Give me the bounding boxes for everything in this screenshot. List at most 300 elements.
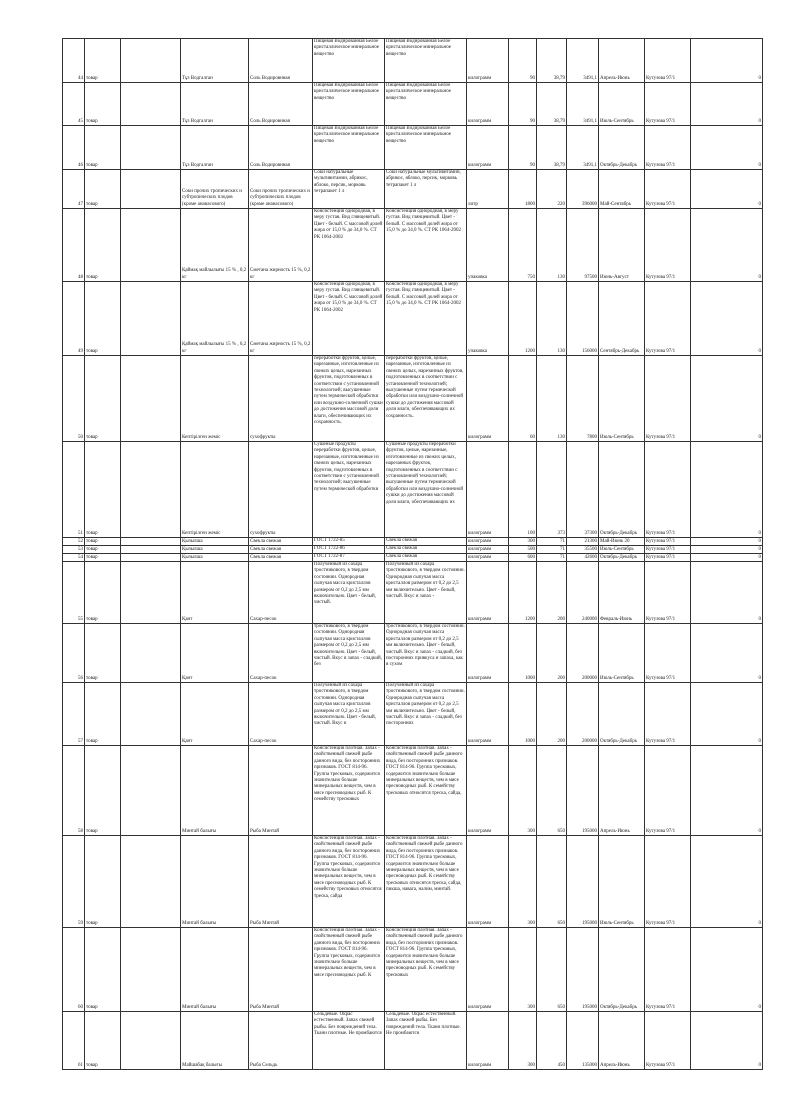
name-ru-cell <box>249 538 313 546</box>
description-ru-cell <box>385 442 467 538</box>
delivery-address-cell <box>645 442 691 538</box>
delivery-address-text: Кутузова 97/1 <box>646 554 676 560</box>
spacer-cell-cell <box>121 624 181 683</box>
description-kz-text: Консистенция однородная, в меру густая. Вид глянцевитый. Цвет - белый. С массовой долей жира от 15,0 % до 34,0 %. СТ РК 1064-2002 <box>314 282 383 313</box>
price-text: 71 <box>560 554 565 560</box>
delivery-address-cell <box>645 126 691 170</box>
description-ru-cell <box>385 83 467 126</box>
unit-text: килограмм <box>468 530 492 536</box>
row-number-text: 50 <box>78 434 83 440</box>
row-number-cell <box>63 836 85 928</box>
delivery-address-text: Кутузова 97/1 <box>646 162 676 168</box>
spacer-cell-cell <box>121 126 181 170</box>
spacer-cell-cell <box>121 356 181 442</box>
price-cell <box>537 624 567 683</box>
name-ru-text: Свекла свежая <box>250 546 282 552</box>
name-kz-cell <box>181 1012 249 1070</box>
unit-text: килограмм <box>468 118 492 124</box>
table-row <box>63 624 763 683</box>
row-type-cell <box>85 554 121 562</box>
price-text: 373 <box>557 530 565 536</box>
description-ru-text: переработки фруктов, целые, нарезанные, изготовленные из свежих целых, нарезанных фруктов, подготовленных в соответствии с установленной технологией; высушенные путем термической обработки или воздушно-солнечной сушки до достижения массовой доли влаги, обеспечивающих их сохранность. <box>386 356 464 419</box>
price-cell <box>537 683 567 746</box>
name-ru-text: Соль Водировнная <box>250 162 290 168</box>
quantity-text: 90 <box>530 118 535 124</box>
name-ru-text: Сахар-песок <box>250 675 277 681</box>
name-ru-text: сухофрукты <box>250 434 276 440</box>
flag-text: 0 <box>758 162 761 168</box>
row-type-text: товар <box>86 616 98 622</box>
table-row <box>63 683 763 746</box>
description-ru-cell <box>385 126 467 170</box>
sum-cell <box>567 746 599 836</box>
row-type-text: товар <box>86 920 98 926</box>
period-text: Октябрь-Декабрь <box>600 530 637 536</box>
price-cell <box>537 282 567 356</box>
row-type-text: товар <box>86 675 98 681</box>
name-ru-cell <box>249 554 313 562</box>
unit-cell <box>467 83 509 126</box>
sum-cell <box>567 356 599 442</box>
table-row <box>63 442 763 538</box>
name-ru-cell <box>249 624 313 683</box>
period-text: Февраль-Июнь <box>600 616 633 622</box>
price-text: 71 <box>560 538 565 544</box>
name-kz-text: Минтай балығы <box>182 1004 217 1010</box>
row-type-cell <box>85 282 121 356</box>
period-text: Октябрь-Декабрь <box>600 738 637 744</box>
sum-cell <box>567 546 599 554</box>
delivery-address-text: Кутузова 97/1 <box>646 348 676 354</box>
description-kz-cell <box>313 538 385 546</box>
name-kz-text: Қызылша <box>182 546 203 552</box>
flag-cell <box>691 83 763 126</box>
description-ru-text: Консистенция плотная. Запах - свойственный свежей рыбе данного вида, без посторонних признаков. ГОСТ 814-96. Группа тресковых, содержится значительно больше минеральных веществ, чем в мясе пресноводных рыб. К семейству тресковых относятся треска, сайда, <box>386 746 463 796</box>
row-number-text: 52 <box>78 538 83 544</box>
row-number-text: 58 <box>78 828 83 834</box>
sum-text: 21300 <box>584 538 597 544</box>
description-kz-cell <box>313 356 385 442</box>
period-cell <box>599 1012 645 1070</box>
delivery-address-text: Кутузова 97/1 <box>646 201 676 207</box>
sum-cell <box>567 562 599 624</box>
description-ru-text: Пищевая Водированная Белое кристаллическое минеральное вещество <box>386 39 452 57</box>
name-ru-cell <box>249 546 313 554</box>
quantity-cell <box>509 39 537 83</box>
quantity-text: 300 <box>527 538 535 544</box>
name-kz-cell <box>181 209 249 282</box>
flag-text: 0 <box>758 675 761 681</box>
unit-text: литр <box>468 201 478 207</box>
period-cell <box>599 836 645 928</box>
description-kz-cell <box>313 39 385 83</box>
quantity-cell <box>509 282 537 356</box>
description-kz-cell <box>313 624 385 683</box>
period-text: Май-Июнь 20 <box>600 538 630 544</box>
row-type-text: товар <box>86 75 98 81</box>
quantity-text: 300 <box>527 828 535 834</box>
sum-cell <box>567 209 599 282</box>
row-number-text: 44 <box>78 75 83 81</box>
flag-cell <box>691 39 763 83</box>
table-row <box>63 356 763 442</box>
description-ru-text: Пищевая Водированная Белое кристаллическое минеральное вещество <box>386 83 452 101</box>
quantity-cell <box>509 624 537 683</box>
name-kz-text: Қызылша <box>182 554 203 560</box>
name-ru-cell <box>249 442 313 538</box>
name-kz-text: Тұз Водгалган <box>182 118 213 124</box>
sum-cell <box>567 170 599 209</box>
sum-text: 35500 <box>584 546 597 552</box>
flag-cell <box>691 442 763 538</box>
period-cell <box>599 356 645 442</box>
unit-cell <box>467 209 509 282</box>
sum-text: 7800 <box>587 434 597 440</box>
name-ru-cell <box>249 209 313 282</box>
delivery-address-cell <box>645 746 691 836</box>
flag-text: 0 <box>758 201 761 207</box>
row-number-text: 47 <box>78 201 83 207</box>
row-type-cell <box>85 546 121 554</box>
row-number-text: 56 <box>78 675 83 681</box>
description-kz-cell <box>313 83 385 126</box>
row-type-cell <box>85 442 121 538</box>
name-ru-text: сухофрукты <box>250 530 276 536</box>
table-row <box>63 83 763 126</box>
name-ru-text: Свекла свежая <box>250 554 282 560</box>
description-kz-cell <box>313 546 385 554</box>
row-number-text: 61 <box>78 1062 83 1068</box>
row-type-text: товар <box>86 348 98 354</box>
table-row <box>63 126 763 170</box>
row-number-cell <box>63 538 85 546</box>
name-ru-cell <box>249 1012 313 1070</box>
name-ru-cell <box>249 356 313 442</box>
name-kz-cell <box>181 928 249 1012</box>
price-cell <box>537 554 567 562</box>
quantity-cell <box>509 928 537 1012</box>
sum-cell <box>567 538 599 546</box>
unit-text: килограмм <box>468 920 492 926</box>
flag-cell <box>691 562 763 624</box>
name-kz-cell <box>181 836 249 928</box>
table-row <box>63 39 763 83</box>
price-cell <box>537 746 567 836</box>
price-text: 38,79 <box>553 118 565 124</box>
description-kz-cell <box>313 126 385 170</box>
price-text: 650 <box>557 920 565 926</box>
description-kz-cell <box>313 282 385 356</box>
unit-text: упаковка <box>468 348 488 354</box>
sum-cell <box>567 126 599 170</box>
unit-cell <box>467 170 509 209</box>
name-ru-cell <box>249 836 313 928</box>
description-kz-text: Консистенция плотная. Запах - свойственный свежей рыбе данного вида, без посторонних признаков. ГОСТ 814-96. Группа тресковых, содержится значительно больше минеральных веществ, чем в мясе пресноводных рыб. К <box>314 928 381 978</box>
period-text: Октябрь-Декабрь <box>600 554 637 560</box>
row-type-cell <box>85 209 121 282</box>
row-number-cell <box>63 442 85 538</box>
name-kz-cell <box>181 282 249 356</box>
name-kz-cell <box>181 442 249 538</box>
description-ru-cell <box>385 562 467 624</box>
sum-text: 135000 <box>582 1062 597 1068</box>
name-ru-cell <box>249 170 313 209</box>
description-kz-text: Пищевая Водированная Белое кристаллическое минеральное вещество <box>314 126 380 144</box>
period-cell <box>599 746 645 836</box>
spacer-cell-cell <box>121 209 181 282</box>
unit-text: килограмм <box>468 75 492 81</box>
sum-text: 3491,1 <box>583 118 597 124</box>
price-text: 200 <box>557 675 565 681</box>
unit-cell <box>467 624 509 683</box>
table-row <box>63 170 763 209</box>
quantity-cell <box>509 683 537 746</box>
row-number-text: 54 <box>78 554 83 560</box>
description-kz-text: тростникового, в твердом состоянии. Однородная сыпучая масса кристаллов размером от 0,2 до 2,5 мм включительно. Цвет - белый, чистый. Вкус и запах - сладкий, без <box>314 624 382 668</box>
spacer-cell-cell <box>121 442 181 538</box>
unit-text: килограмм <box>468 546 492 552</box>
price-cell <box>537 126 567 170</box>
description-ru-cell <box>385 1012 467 1070</box>
sum-text: 97500 <box>584 274 597 280</box>
name-ru-cell <box>249 282 313 356</box>
flag-cell <box>691 554 763 562</box>
sum-cell <box>567 442 599 538</box>
sum-cell <box>567 1012 599 1070</box>
table-row <box>63 746 763 836</box>
unit-text: килограмм <box>468 434 492 440</box>
price-text: 650 <box>557 828 565 834</box>
sum-cell <box>567 554 599 562</box>
row-type-text: товар <box>86 118 98 124</box>
quantity-text: 1200 <box>525 616 535 622</box>
spacer-cell-cell <box>121 282 181 356</box>
row-number-text: 57 <box>78 738 83 744</box>
row-number-text: 60 <box>78 1004 83 1010</box>
sum-text: 396000 <box>582 201 597 207</box>
quantity-cell <box>509 538 537 546</box>
name-ru-text: Свекла свежая <box>250 538 282 544</box>
description-ru-cell <box>385 282 467 356</box>
description-kz-text: ГОСТ 1722-86 <box>314 546 345 551</box>
unit-text: килограмм <box>468 1062 492 1068</box>
period-text: Июль-Сентябрь <box>600 546 634 552</box>
unit-cell <box>467 356 509 442</box>
description-kz-cell <box>313 836 385 928</box>
description-ru-text: Свекла свежая <box>386 546 418 551</box>
quantity-text: 90 <box>530 75 535 81</box>
sum-cell <box>567 928 599 1012</box>
flag-cell <box>691 624 763 683</box>
unit-text: килограмм <box>468 738 492 744</box>
row-number-text: 51 <box>78 530 83 536</box>
delivery-address-cell <box>645 928 691 1012</box>
price-cell <box>537 546 567 554</box>
flag-text: 0 <box>758 538 761 544</box>
period-cell <box>599 928 645 1012</box>
delivery-address-cell <box>645 170 691 209</box>
name-kz-cell <box>181 356 249 442</box>
period-cell <box>599 538 645 546</box>
delivery-address-text: Кутузова 97/1 <box>646 738 676 744</box>
row-type-cell <box>85 39 121 83</box>
price-text: 130 <box>557 274 565 280</box>
sum-text: 200000 <box>582 675 597 681</box>
spacer-cell-cell <box>121 546 181 554</box>
description-kz-text: Консистенция плотная. Запах - свойственный свежей рыбе данного вида, без посторонних признаков. ГОСТ 814-96. Группа тресковых, содержится значительно больше минеральных веществ, чем в мясе пресноводных рыб. К семейству тресковых <box>314 746 381 803</box>
description-kz-text: Полученный из сахара тростникового, в твердом состоянии. Однородная сыпучая масса кристаллов размером от 0,2 до 2,5 мм включительно. Цвет - белый, чистый. <box>314 562 376 606</box>
description-ru-cell <box>385 546 467 554</box>
description-ru-cell <box>385 624 467 683</box>
description-ru-cell <box>385 170 467 209</box>
description-ru-cell <box>385 928 467 1012</box>
row-number-cell <box>63 209 85 282</box>
sum-text: 195000 <box>582 1004 597 1010</box>
name-kz-text: Қызылша <box>182 538 203 544</box>
row-number-cell <box>63 356 85 442</box>
name-ru-text: Рыба Сельдь <box>250 1062 278 1068</box>
name-kz-cell <box>181 546 249 554</box>
delivery-address-cell <box>645 554 691 562</box>
period-cell <box>599 209 645 282</box>
row-type-cell <box>85 538 121 546</box>
period-cell <box>599 170 645 209</box>
procurement-table <box>62 38 763 1070</box>
description-ru-cell <box>385 683 467 746</box>
quantity-cell <box>509 83 537 126</box>
price-cell <box>537 928 567 1012</box>
sum-text: 240000 <box>582 616 597 622</box>
row-number-text: 48 <box>78 274 83 280</box>
name-kz-cell <box>181 39 249 83</box>
name-ru-text: Соки прочих тропических и субтропических плодов (кроме ананасового) <box>250 188 310 207</box>
price-cell <box>537 83 567 126</box>
description-kz-cell <box>313 209 385 282</box>
description-kz-text: ГОСТ 1722-87 <box>314 554 345 559</box>
flag-cell <box>691 1012 763 1070</box>
row-type-text: товар <box>86 554 98 560</box>
sum-text: 195000 <box>582 920 597 926</box>
delivery-address-cell <box>645 836 691 928</box>
row-number-cell <box>63 170 85 209</box>
row-type-text: товар <box>86 828 98 834</box>
spacer-cell-cell <box>121 562 181 624</box>
delivery-address-text: Кутузова 97/1 <box>646 538 676 544</box>
period-cell <box>599 562 645 624</box>
name-ru-text: Сметана жирность 15 %, 0,2 кг <box>250 342 311 354</box>
description-ru-text: Консистенция однородная, в меру густая. Вид глянцевитый. Цвет - белый. С массовой долей жира от 15,0 % до 34,0 %. СТ РК 1064-2002 <box>386 209 462 234</box>
price-cell <box>537 562 567 624</box>
flag-text: 0 <box>758 434 761 440</box>
delivery-address-cell <box>645 356 691 442</box>
quantity-text: 1800 <box>525 201 535 207</box>
flag-text: 0 <box>758 920 761 926</box>
description-ru-text: Консистенция плотная. Запах - свойственный свежей рыбе данного вида, без посторонних признаков. ГОСТ 814-96. Группа тресковых, содержится значительно больше минеральных веществ, чем в мясе пресноводных рыб. К семейству тресковых относятся треска, сайда, пикша, навага, налим, минтай. <box>386 836 463 893</box>
price-cell <box>537 836 567 928</box>
name-ru-cell <box>249 928 313 1012</box>
flag-cell <box>691 126 763 170</box>
price-cell <box>537 442 567 538</box>
description-kz-text: Сушеные продукты переработки фруктов, целые, нарезанные, изготовленные из свежих целых, нарезанных фруктов, подготовленных в соответствии с установленной технологией; высушенные путем термической обработки <box>314 442 379 492</box>
period-cell <box>599 39 645 83</box>
quantity-cell <box>509 126 537 170</box>
quantity-cell <box>509 356 537 442</box>
flag-cell <box>691 546 763 554</box>
delivery-address-cell <box>645 83 691 126</box>
description-ru-text: Консистенция однородная, в меру густая. Вид глянцевитый. Цвет - белый. С массовой долей жира от 15,0 % до 34,0 %. СТ РК 1064-2002 <box>386 282 462 307</box>
description-ru-text: Свекла свежая <box>386 538 418 543</box>
name-kz-text: Тұз Водгалган <box>182 162 213 168</box>
row-type-cell <box>85 83 121 126</box>
unit-cell <box>467 442 509 538</box>
name-kz-text: Қаймақ майлылығы 15 % , 0,2 кг <box>182 268 247 280</box>
description-ru-cell <box>385 746 467 836</box>
delivery-address-text: Кутузова 97/1 <box>646 828 676 834</box>
quantity-cell <box>509 442 537 538</box>
description-ru-cell <box>385 356 467 442</box>
flag-text: 0 <box>758 530 761 536</box>
name-kz-text: Майшабақ балығы <box>182 1062 222 1068</box>
sum-cell <box>567 624 599 683</box>
delivery-address-text: Кутузова 97/1 <box>646 118 676 124</box>
name-ru-text: Соль Водировнная <box>250 75 290 81</box>
row-number-cell <box>63 746 85 836</box>
quantity-text: 100 <box>527 530 535 536</box>
table-row <box>63 554 763 562</box>
price-text: 130 <box>557 348 565 354</box>
table-body <box>63 39 763 1070</box>
period-cell <box>599 83 645 126</box>
flag-cell <box>691 282 763 356</box>
row-type-cell <box>85 928 121 1012</box>
row-type-cell <box>85 624 121 683</box>
delivery-address-text: Кутузова 97/1 <box>646 1062 676 1068</box>
unit-cell <box>467 836 509 928</box>
sum-text: 156000 <box>582 348 597 354</box>
name-kz-text: Кептірілген жеміс <box>182 434 221 440</box>
description-kz-cell <box>313 746 385 836</box>
description-kz-text: ГОСТ 1722-85 <box>314 538 345 543</box>
row-type-text: товар <box>86 434 98 440</box>
name-kz-cell <box>181 170 249 209</box>
quantity-text: 1200 <box>525 348 535 354</box>
spacer-cell-cell <box>121 538 181 546</box>
delivery-address-text: Кутузова 97/1 <box>646 546 676 552</box>
delivery-address-text: Кутузова 97/1 <box>646 274 676 280</box>
flag-cell <box>691 683 763 746</box>
description-kz-text: Пищевая Водированная Белое кристаллическое минеральное вещество <box>314 39 380 57</box>
description-kz-text: Консистенция плотная. Запах - свойственный свежей рыбе данного вида, без посторонних признаков. ГОСТ 814-96. Группа тресковых, содержится значительно больше минеральных веществ, чем в мясе пресноводных рыб. К семейству тресковых относятся треска, сайда <box>314 836 382 899</box>
name-ru-cell <box>249 126 313 170</box>
period-text: Июль-Сентябрь <box>600 920 634 926</box>
price-text: 650 <box>557 1004 565 1010</box>
description-ru-text: Полученный из сахара тростникового, в твердом состоянии. Однородная сыпучая масса кристаллов размером от 0,2 до 2,5 мм включительно. Цвет - белый, чистый. Вкус и запах - сладкий, без посторонних <box>386 683 465 727</box>
unit-cell <box>467 562 509 624</box>
row-type-text: товар <box>86 738 98 744</box>
row-number-text: 55 <box>78 616 83 622</box>
unit-text: килограмм <box>468 162 492 168</box>
table-row <box>63 1012 763 1070</box>
name-kz-cell <box>181 562 249 624</box>
spacer-cell-cell <box>121 554 181 562</box>
description-ru-text: Сушеные продукты переработки фруктов, целые, нарезанные, изготовленные из свежих целых, нарезанных фруктов, подготовленных в соответствии с установленной технологией; высушенные путем термической обработки или воздушно-солнечной сушки до достижения массовой доли влаги, обеспечивающих их <box>386 442 464 505</box>
description-ru-text: Сельдевые. Окрас естественный. Запах свежей рыбы. Без повреждений тела. Ткани плотные. Не промбаются <box>386 1012 461 1037</box>
quantity-cell <box>509 836 537 928</box>
description-ru-cell <box>385 836 467 928</box>
row-number-cell <box>63 546 85 554</box>
table-row <box>63 209 763 282</box>
name-kz-text: Кептірілген жеміс <box>182 530 221 536</box>
